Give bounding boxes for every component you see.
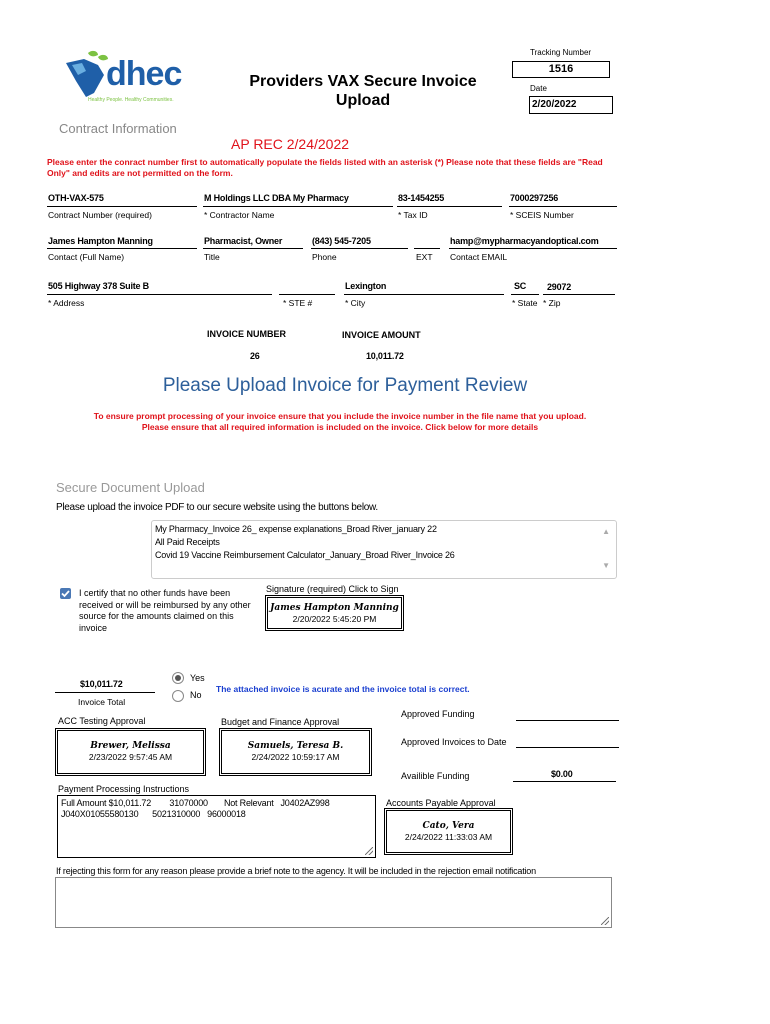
ap-approval-name: Cato, Vera: [422, 821, 475, 831]
payment-instructions-label: Payment Processing Instructions: [58, 784, 190, 794]
ap-approval-field[interactable]: [386, 810, 511, 853]
acc-approval-date: 2/23/2022 9:57:45 AM: [88, 752, 173, 762]
signature-label: Signature (required) Click to Sign: [266, 584, 399, 594]
invoice-number-value[interactable]: 26: [250, 351, 260, 361]
radio-yes-label: Yes: [190, 673, 205, 683]
invoice-number-label: INVOICE NUMBER: [207, 329, 287, 339]
payment-instructions-field[interactable]: Full Amount $10,011.72 31070000 Not Relevant J0402AZ998 J040X01055580130 5021310000 96000018: [57, 795, 376, 858]
contact-name-label: Contact (Full Name): [48, 252, 125, 262]
address-value: 505 Highway 378 Suite B: [48, 281, 149, 291]
contract-number-label: Contract Number (required): [48, 210, 152, 220]
radio-no-label: No: [190, 690, 202, 700]
title-value[interactable]: Pharmacist, Owner: [204, 236, 283, 246]
accuracy-statement: The attached invoice is acurate and the invoice total is correct.: [216, 684, 470, 694]
uploaded-file-item[interactable]: Covid 19 Vaccine Reimbursement Calculator_January_Broad River_Invoice 26: [155, 550, 455, 560]
sceis-number-label: * SCEIS Number: [510, 210, 574, 220]
tracking-number-field[interactable]: 1516: [512, 61, 610, 78]
uploaded-files-list[interactable]: [151, 520, 617, 579]
ap-approval-date: 2/24/2022 11:33:03 AM: [404, 832, 493, 842]
available-funding-label: Availible Funding: [401, 771, 470, 781]
acc-approval-field[interactable]: [57, 730, 204, 774]
rejection-note-label: If rejecting this form for any reason please provide a brief note to the agency. It will be included in the rejection email notification: [56, 866, 536, 876]
title-label: Title: [204, 252, 220, 262]
budget-approval-date: 2/24/2022 10:59:17 AM: [251, 752, 340, 762]
uploaded-file-item[interactable]: My Pharmacy_Invoice 26_ expense explanations_Broad River_january 22: [155, 524, 437, 534]
date-label: Date: [530, 84, 547, 93]
dhec-logo-tagline: Healthy People. Healthy Communities.: [88, 97, 174, 103]
scroll-down-arrow-icon[interactable]: ▼: [602, 561, 610, 570]
ap-approval-label: Accounts Payable Approval: [386, 798, 496, 808]
zip-label: * Zip: [543, 298, 561, 308]
budget-approval-name: Samuels, Teresa B.: [247, 741, 344, 751]
invoice-total-label: Invoice Total: [78, 697, 126, 707]
uploaded-file-item[interactable]: All Paid Receipts: [155, 537, 220, 547]
acc-approval-label: ACC Testing Approval: [58, 716, 146, 726]
certify-text: I certify that no other funds have been received or will be reimbursed by any other source for the amounts claimed on this invoice: [79, 588, 251, 633]
rejection-note-field[interactable]: [55, 877, 612, 928]
invoice-amount-value[interactable]: 10,011.72: [366, 351, 404, 361]
dhec-logo-text: dhec: [106, 55, 182, 93]
radio-no[interactable]: [172, 690, 184, 702]
upload-instructions: To ensure prompt processing of your invoice ensure that you include the invoice number in the file name that you upload. Please ensure that all required information is included on the invoice. Click below for more details: [93, 411, 587, 432]
secure-upload-description: Please upload the invoice PDF to our secure website using the buttons below.: [56, 502, 378, 513]
phone-label: Phone: [312, 252, 337, 262]
contact-name-value[interactable]: James Hampton Manning: [48, 236, 153, 246]
dhec-logo: [64, 45, 196, 107]
scroll-up-arrow-icon[interactable]: ▲: [602, 527, 610, 536]
certify-checkbox[interactable]: [60, 588, 71, 599]
budget-approval-field[interactable]: [221, 730, 370, 774]
tracking-number-label: Tracking Number: [530, 48, 592, 57]
available-funding-value: $0.00: [551, 769, 573, 779]
contractor-name-value: M Holdings LLC DBA My Pharmacy: [204, 193, 349, 203]
contract-section-title: Contract Information: [59, 121, 177, 136]
address-label: * Address: [48, 298, 85, 308]
tax-id-value: 83-1454255: [398, 193, 445, 203]
sceis-number-value: 7000297256: [510, 193, 559, 203]
radio-yes[interactable]: [172, 672, 184, 684]
resize-grip-icon[interactable]: [601, 917, 609, 925]
contract-notice: Please enter the conract number first to automatically populate the fields listed with an asterisk (*) Please note that these fields are "Read Only" and edits are not permitted on the form.: [47, 157, 603, 178]
approved-funding-label: Approved Funding: [401, 709, 475, 719]
secure-upload-title: Secure Document Upload: [56, 480, 205, 495]
email-value[interactable]: hamp@mypharmacyandoptical.com: [450, 236, 599, 246]
approved-invoices-label: Approved Invoices to Date: [401, 737, 507, 747]
invoice-amount-label: INVOICE AMOUNT: [342, 330, 421, 340]
budget-approval-label: Budget and Finance Approval: [221, 717, 340, 727]
dhec-logo-mark-icon: [64, 49, 112, 99]
state-value: SC: [514, 281, 527, 291]
city-label: * City: [345, 298, 366, 308]
ext-label: EXT: [416, 252, 433, 262]
ste-label: * STE #: [283, 298, 313, 308]
contract-number-value[interactable]: OTH-VAX-575: [48, 193, 104, 203]
upload-heading: Please Upload Invoice for Payment Review: [162, 375, 528, 396]
invoice-total-value: $10,011.72: [80, 679, 123, 689]
checkmark-icon: [60, 588, 71, 599]
signature-date: 2/20/2022 5:45:20 PM: [292, 614, 377, 624]
resize-grip-icon[interactable]: [365, 847, 373, 855]
date-field[interactable]: 2/20/2022: [529, 96, 613, 114]
tax-id-label: * Tax ID: [398, 210, 428, 220]
zip-value: 29072: [547, 282, 572, 292]
signature-field[interactable]: [267, 597, 402, 629]
contractor-name-label: * Contractor Name: [204, 210, 275, 220]
state-label: * State: [512, 298, 538, 308]
acc-approval-name: Brewer, Melissa: [90, 741, 171, 751]
page-title: Providers VAX Secure Invoice Upload: [249, 73, 477, 109]
phone-value[interactable]: (843) 545-7205: [312, 236, 371, 246]
city-value: Lexington: [345, 281, 387, 291]
email-label: Contact EMAIL: [450, 252, 508, 262]
signature-name: James Hampton Manning: [270, 603, 399, 613]
ap-rec-stamp: AP REC 2/24/2022: [231, 136, 350, 152]
